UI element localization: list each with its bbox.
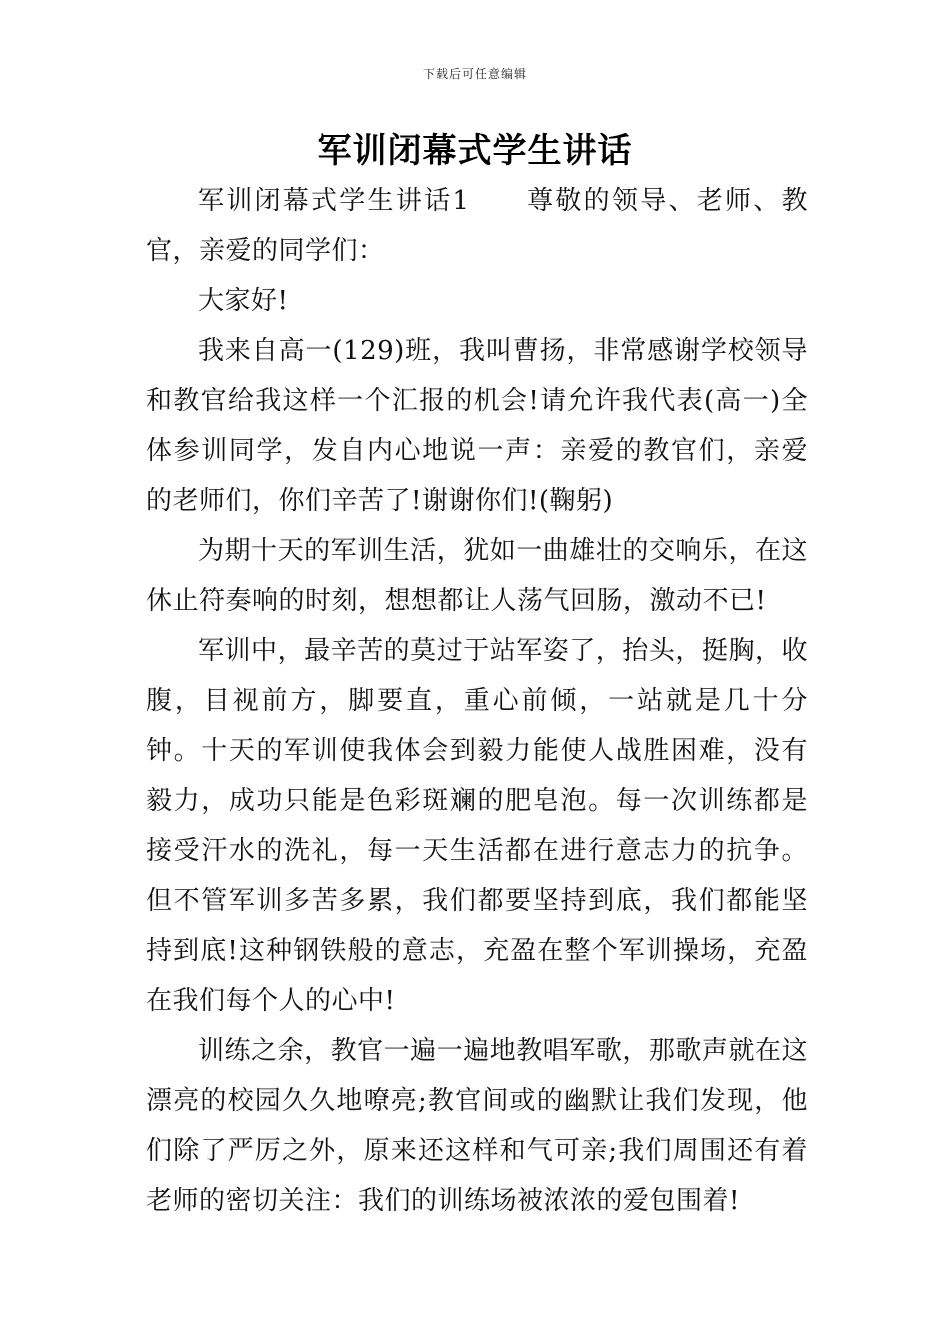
paragraph-introduction: 我来自高一(129)班，我叫曹扬，非常感谢学校领导和教官给我这样一个汇报的机会!请允许我代表(高一)全体参训同学，发自内心地说一声：亲爱的教官们，亲爱的老师们，你们辛苦了!谢谢你们!(鞠躬) (146, 336, 808, 516)
intro-heading: 军训闭幕式学生讲话1 (198, 186, 470, 216)
paragraph-military-songs: 训练之余，教官一遍一遍地教唱军歌，那歌声就在这漂亮的校园久久地嘹亮;教官间或的幽默让我们发现，他们除了严厉之外，原来还这样和气可亲;我们周围还有着老师的密切关注：我们的训练场被浓浓的爱包围着! (146, 1036, 808, 1216)
paragraph-standing-posture: 军训中，最辛苦的莫过于站军姿了，抬头，挺胸，收腹，目视前方，脚要直，重心前倾，一站就是几十分钟。十天的军训使我体会到毅力能使人战胜困难，没有毅力，成功只能是色彩斑斓的肥皂泡。每一次训练都是接受汗水的洗礼，每一天生活都在进行意志力的抗争。但不管军训多苦多累，我们都要坚持到底，我们都能坚持到底!这种钢铁般的意志，充盈在整个军训操场，充盈在我们每个人的心中! (146, 636, 808, 1016)
paragraph-ten-days: 为期十天的军训生活，犹如一曲雄壮的交响乐，在这休止符奏响的时刻，想想都让人荡气回肠，激动不已! (146, 536, 808, 616)
document-body (146, 176, 808, 1226)
document-title: 军训闭幕式学生讲话 (317, 131, 633, 171)
salutation: 尊敬的领导、老师、教官，亲爱的同学们： (146, 186, 808, 266)
header-note: 下载后可任意编辑 (422, 67, 527, 81)
paragraph-greeting: 大家好! (198, 286, 289, 316)
intro-paragraph (146, 176, 808, 276)
